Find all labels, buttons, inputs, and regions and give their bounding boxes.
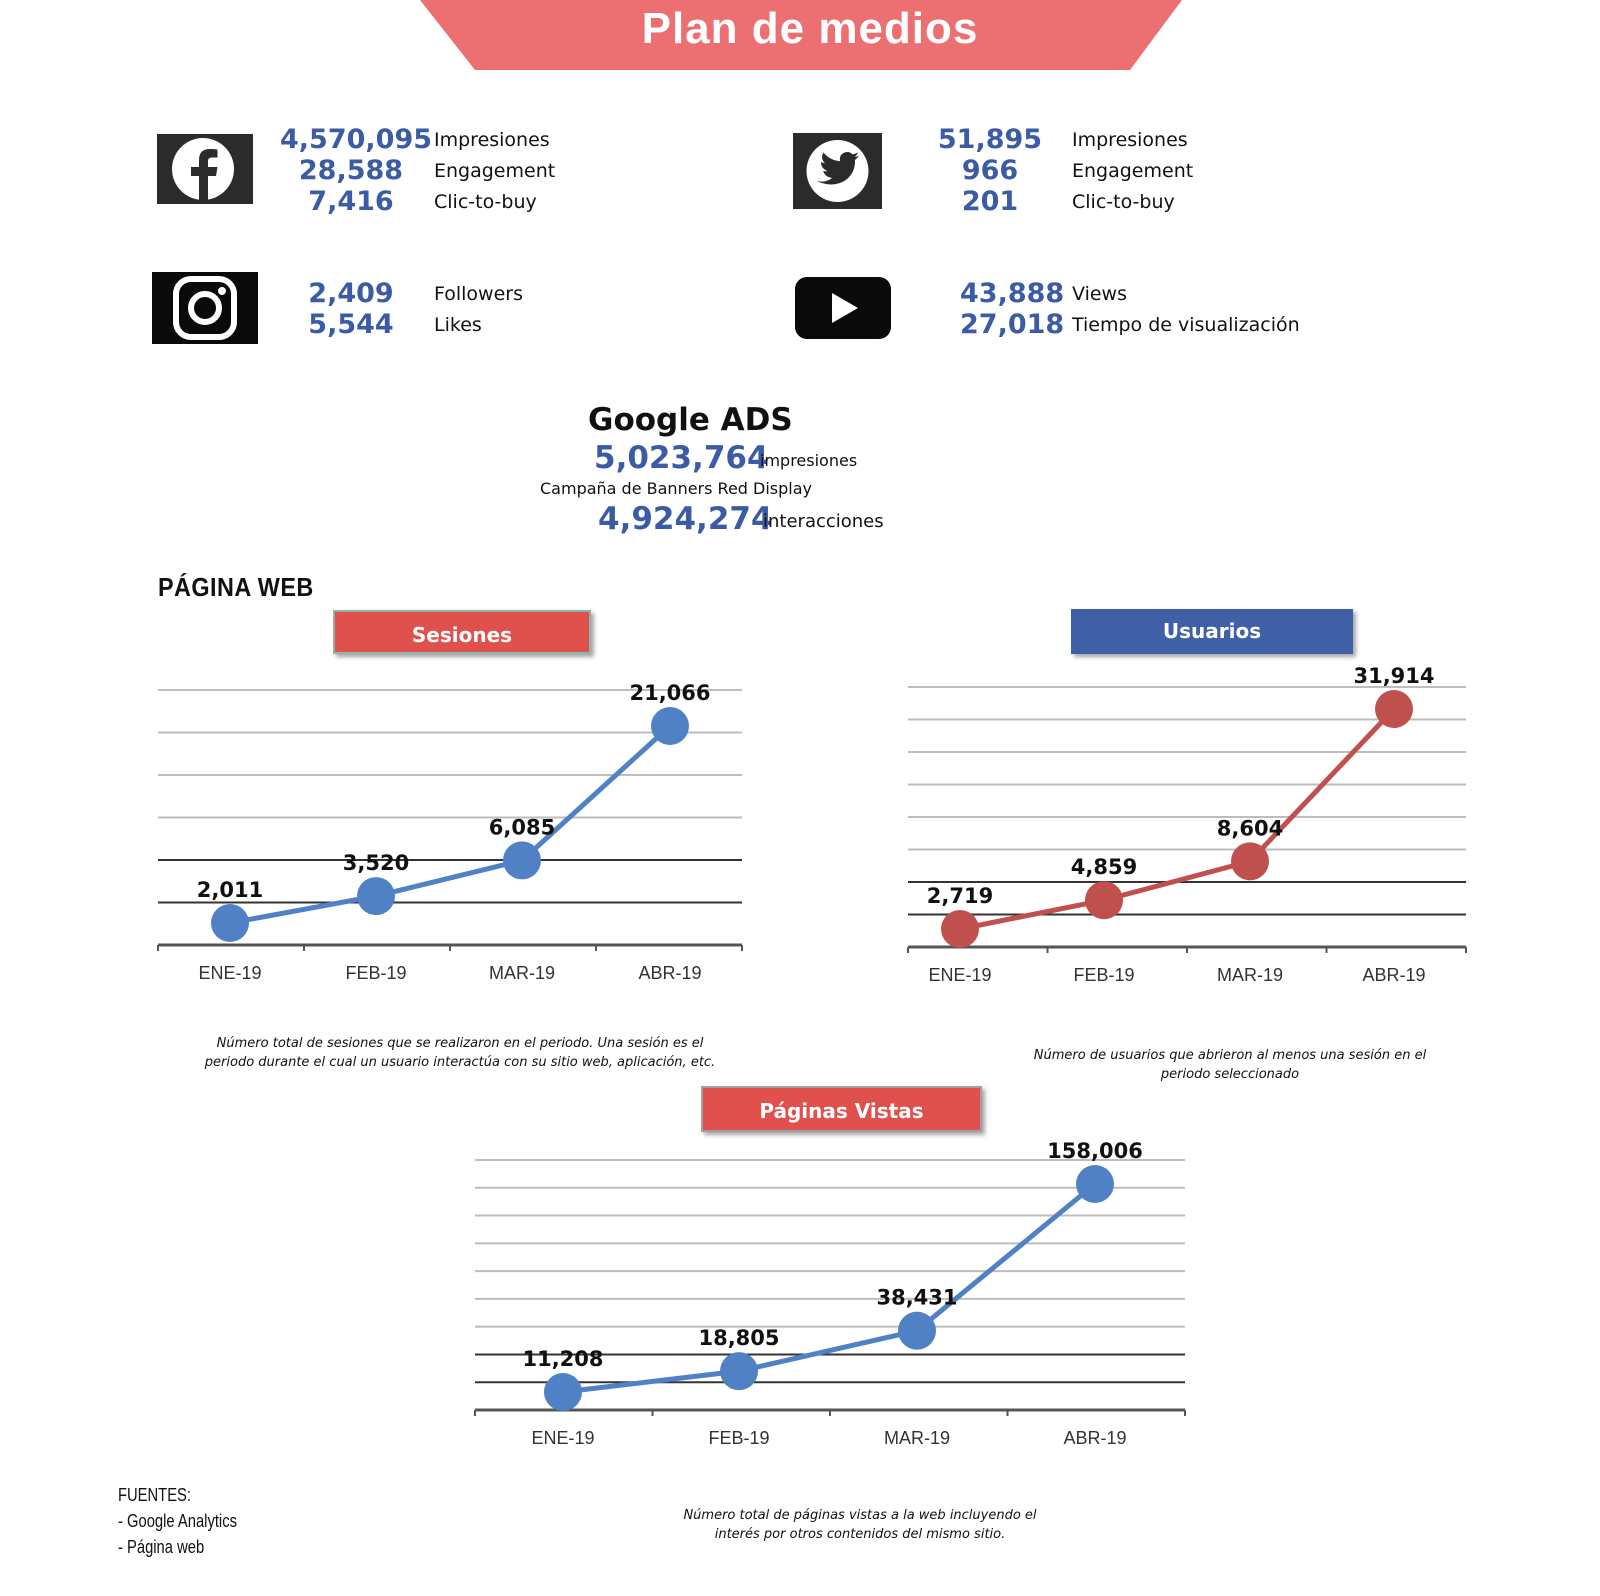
twitter-impressions-label: Impresiones [1072, 129, 1188, 151]
facebook-engagement-value: 28,588 [298, 155, 404, 186]
sesiones-x-tick-label: ABR-19 [638, 963, 702, 983]
instagram-followers-label: Followers [434, 283, 523, 305]
sesiones-data-point [211, 904, 249, 942]
paginas-data-label: 158,006 [1047, 1139, 1143, 1163]
sesiones-data-label: 3,520 [342, 851, 410, 876]
usuarios-data-label: 8,604 [1216, 816, 1284, 841]
usuarios-note [920, 1046, 1540, 1084]
sesiones-data-label: 6,085 [488, 815, 556, 840]
usuarios-x-tick-label: ABR-19 [1362, 965, 1426, 985]
paginas-note-line: interés por otros contenidos del mismo sitio. [714, 1527, 1006, 1542]
paginas-x-tick-label: ENE-19 [531, 1428, 595, 1448]
paginas-note-line: Número total de páginas vistas a la web incluyendo el [683, 1508, 1037, 1523]
paginas-data-point [1076, 1165, 1114, 1203]
sesiones-line-chart [150, 681, 770, 1020]
sources [118, 1482, 237, 1560]
sesiones-x-tick-label: FEB-19 [345, 963, 407, 983]
instagram-icon [152, 272, 258, 344]
google-ads-campaign: Campaña de Banners Red Display [540, 479, 813, 498]
paginas-note [560, 1506, 1160, 1544]
usuarios-line-chart [900, 664, 1520, 1020]
facebook-engagement-label: Engagement [434, 160, 556, 182]
twitter-clic-value: 201 [961, 186, 1019, 217]
facebook-clic-label: Clic-to-buy [434, 191, 537, 213]
usuarios-data-point [1085, 881, 1123, 919]
sesiones-note-line: Número total de sesiones que se realizaron en el periodo. Una sesión es el [216, 1036, 704, 1051]
usuarios-data-label: 4,859 [1070, 855, 1138, 880]
facebook-clic-value: 7,416 [308, 186, 394, 217]
page-title: Plan de medios [641, 4, 979, 53]
paginas-x-tick-label: ABR-19 [1063, 1428, 1127, 1448]
paginas-line-chart [475, 1139, 1235, 1480]
paginas-data-label: 18,805 [698, 1326, 780, 1351]
paginas-data-point [720, 1352, 758, 1390]
section-title-web: PÁGINA WEB [158, 572, 314, 602]
usuarios-data-point [941, 910, 979, 948]
usuarios-data-label: 2,719 [926, 884, 994, 908]
facebook-impressions-value: 4,570,095 [280, 124, 433, 155]
twitter-engagement-value: 966 [961, 155, 1019, 186]
sesiones-note-line: periodo durante el cual un usuario interactúa con su sitio web, aplicación, etc. [204, 1055, 716, 1070]
sources-title: FUENTES: [118, 1485, 191, 1505]
sesiones-data-label: 2,011 [196, 878, 264, 902]
facebook-impressions-label: Impresiones [434, 129, 550, 151]
usuarios-series-line [960, 709, 1394, 929]
sesiones-data-label: 21,066 [629, 681, 711, 705]
source-item: - Google Analytics [118, 1511, 237, 1531]
paginas-data-label: 38,431 [876, 1285, 958, 1310]
twitter-icon [793, 133, 882, 209]
usuarios-note-line: periodo seleccionado [1160, 1067, 1300, 1082]
sesiones-x-tick-label: ENE-19 [198, 963, 262, 983]
paginas-data-label: 11,208 [522, 1347, 604, 1371]
facebook-logo [157, 134, 253, 204]
google-ads-interactions-value: 4,924,274 [598, 501, 773, 537]
sesiones-series-line [230, 726, 670, 923]
youtube-icon [795, 277, 891, 339]
sesiones-data-point [357, 877, 395, 915]
youtube-time-label: Tiempo de visualización [1072, 314, 1300, 336]
twitter-logo [793, 133, 882, 209]
usuarios-data-point [1231, 842, 1269, 880]
sesiones-note [150, 1034, 770, 1072]
source-item: - Página web [118, 1537, 205, 1557]
paginas-x-tick-label: MAR-19 [883, 1428, 951, 1448]
paginas-data-point [898, 1312, 936, 1350]
twitter-engagement-label: Engagement [1072, 160, 1194, 182]
youtube-time-value: 27,018 [960, 309, 1065, 340]
sesiones-chart-title: Sesiones [333, 610, 591, 654]
instagram-likes-value: 5,544 [308, 309, 394, 340]
usuarios-x-tick-label: FEB-19 [1073, 965, 1135, 985]
youtube-logo [795, 277, 891, 339]
google-ads-interactions-label: interacciones [763, 511, 884, 532]
twitter-clic-label: Clic-to-buy [1072, 191, 1175, 213]
instagram-likes-label: Likes [434, 314, 482, 336]
paginas-x-tick-label: FEB-19 [708, 1428, 770, 1448]
google-ads-impressions-label: impresiones [760, 451, 858, 470]
instagram-logo [152, 272, 258, 344]
usuarios-data-point [1375, 690, 1413, 728]
instagram-followers-value: 2,409 [308, 278, 394, 309]
facebook-icon [157, 134, 253, 204]
sesiones-data-point [651, 707, 689, 745]
google-ads-title: Google ADS [588, 402, 793, 438]
usuarios-x-tick-label: MAR-19 [1216, 965, 1284, 985]
google-ads-impressions-value: 5,023,764 [594, 440, 769, 476]
usuarios-chart-title: Usuarios [1071, 609, 1353, 654]
sesiones-x-tick-label: MAR-19 [488, 963, 556, 983]
usuarios-x-tick-label: ENE-19 [928, 965, 992, 985]
youtube-views-label: Views [1072, 283, 1127, 305]
usuarios-data-label: 31,914 [1353, 664, 1435, 688]
paginas-chart-title: Páginas Vistas [701, 1086, 982, 1132]
paginas-data-point [544, 1373, 582, 1411]
usuarios-note-line: Número de usuarios que abrieron al menos una sesión en el [1033, 1048, 1427, 1063]
twitter-impressions-value: 51,895 [937, 124, 1043, 155]
sesiones-data-point [503, 841, 541, 879]
youtube-views-value: 43,888 [960, 278, 1065, 309]
